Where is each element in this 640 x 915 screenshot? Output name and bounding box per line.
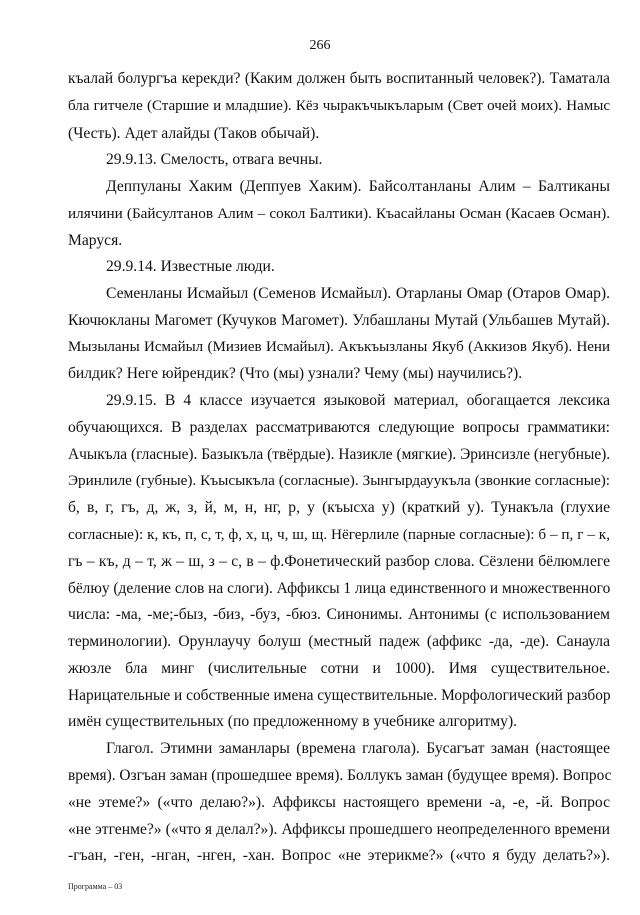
text-line: гъ – къ, д – т, ж – ш, з – с, в – ф.Фонетический разбор слова. Сёзлени бёлюмлеге <box>68 553 610 570</box>
text-line: Эринлиле (губные). Къысыкъла (согласные). Зынгырдауукъла (звонкие согласные): <box>68 472 610 489</box>
text-line: Глагол. Этимни заманлары (времена глагола). Бусагъат заман (настоящее <box>106 740 610 757</box>
text-line: 29.9.15. В 4 классе изучается языковой материал, обогащается лексика <box>106 392 610 409</box>
text-line: билдик? Неге юйрендик? (Что (мы) узнали? Чему (мы) научились?). <box>68 365 523 382</box>
text-line: (Честь). Адет алайды (Таков обычай). <box>68 125 320 142</box>
text-line: время). Озгъан заман (прошедшее время). Боллукъ заман (будущее время). Вопрос <box>68 767 612 784</box>
text-line: Маруся. <box>68 232 123 249</box>
text-line: имён существительных (по предложенному в учебнике алгоритму). <box>68 713 518 730</box>
text-line: согласные): к, къ, п, с, т, ф, х, ц, ч, ш, щ. Нёгерлиле (парные согласные): б – п, г – к, <box>68 526 610 543</box>
text-line: къалай болургъа керекди? (Каким должен быть воспитанный человек?). Таматала <box>68 70 610 87</box>
footer-label: Программа – 03 <box>68 882 123 891</box>
text-line: Семенланы Исмайыл (Семенов Исмайыл). Отарланы Омар (Отаров Омар). <box>106 285 610 302</box>
text-line: Мызыланы Исмайыл (Мизиев Исмайыл). Акъкъызланы Якуб (Аккизов Якуб). Нени <box>68 339 610 355</box>
text-line: бёлюу (деление слов на слоги). Аффиксы 1 лица единственного и множественного <box>68 580 611 597</box>
text-line: терминологии). Орунлаучу болуш (местный падеж (аффикс -да, -де). Санаула <box>68 633 610 650</box>
text-line: илячини (Байсултанов Алим – сокол Балтики). Къасайланы Осман (Касаев Осман). <box>68 205 610 222</box>
text-line: бла гитчеле (Старшие и младшие). Кёз чыракъчыкъларым (Свет очей моих). Намыс <box>68 98 610 114</box>
page-number: 266 <box>309 38 331 53</box>
text-line: Деппуланы Хаким (Деппуев Хаким). Байсолтанланы Алим – Балтиканы <box>106 178 610 195</box>
text-line: обучающихся. В разделах рассматриваются следующие вопросы грамматики: <box>68 419 610 436</box>
text-line: -гъан, -ген, -нган, -нген, -хан. Вопрос «не этерикме?» («что я буду делать?»). <box>68 847 610 864</box>
text-line: «не этгенме?» («что я делал?»). Аффиксы прошедшего неопределенного времени <box>68 821 610 838</box>
text-line: Кючюкланы Магомет (Кучуков Магомет). Улбашланы Мутай (Ульбашев Мутай). <box>68 312 610 329</box>
section-heading: 29.9.14. Известные люди. <box>106 258 275 275</box>
text-line: Ачыкъла (гласные). Базыкъла (твёрдые). Назикле (мягкие). Эринсизле (негубные). <box>68 446 611 463</box>
section-heading: 29.9.13. Смелость, отвага вечны. <box>106 151 323 168</box>
text-line: б, в, г, гъ, д, ж, з, й, м, н, нг, р, у (къысха у) (краткий у). Тунакъла (глухие <box>68 499 610 516</box>
text-line: числа: -ма, -ме;-быз, -биз, -буз, -бюз. Синонимы. Антонимы (с использованием <box>68 606 610 623</box>
text-line: Нарицательные и собственные имена существительные. Морфологический разбор <box>68 687 611 704</box>
text-line: жюзле бла минг (числительные сотни и 1000). Имя существительное. <box>68 660 610 677</box>
text-line: «не этеме?» («что делаю?»). Аффиксы настоящего времени -а, -е, -й. Вопрос <box>68 794 610 811</box>
